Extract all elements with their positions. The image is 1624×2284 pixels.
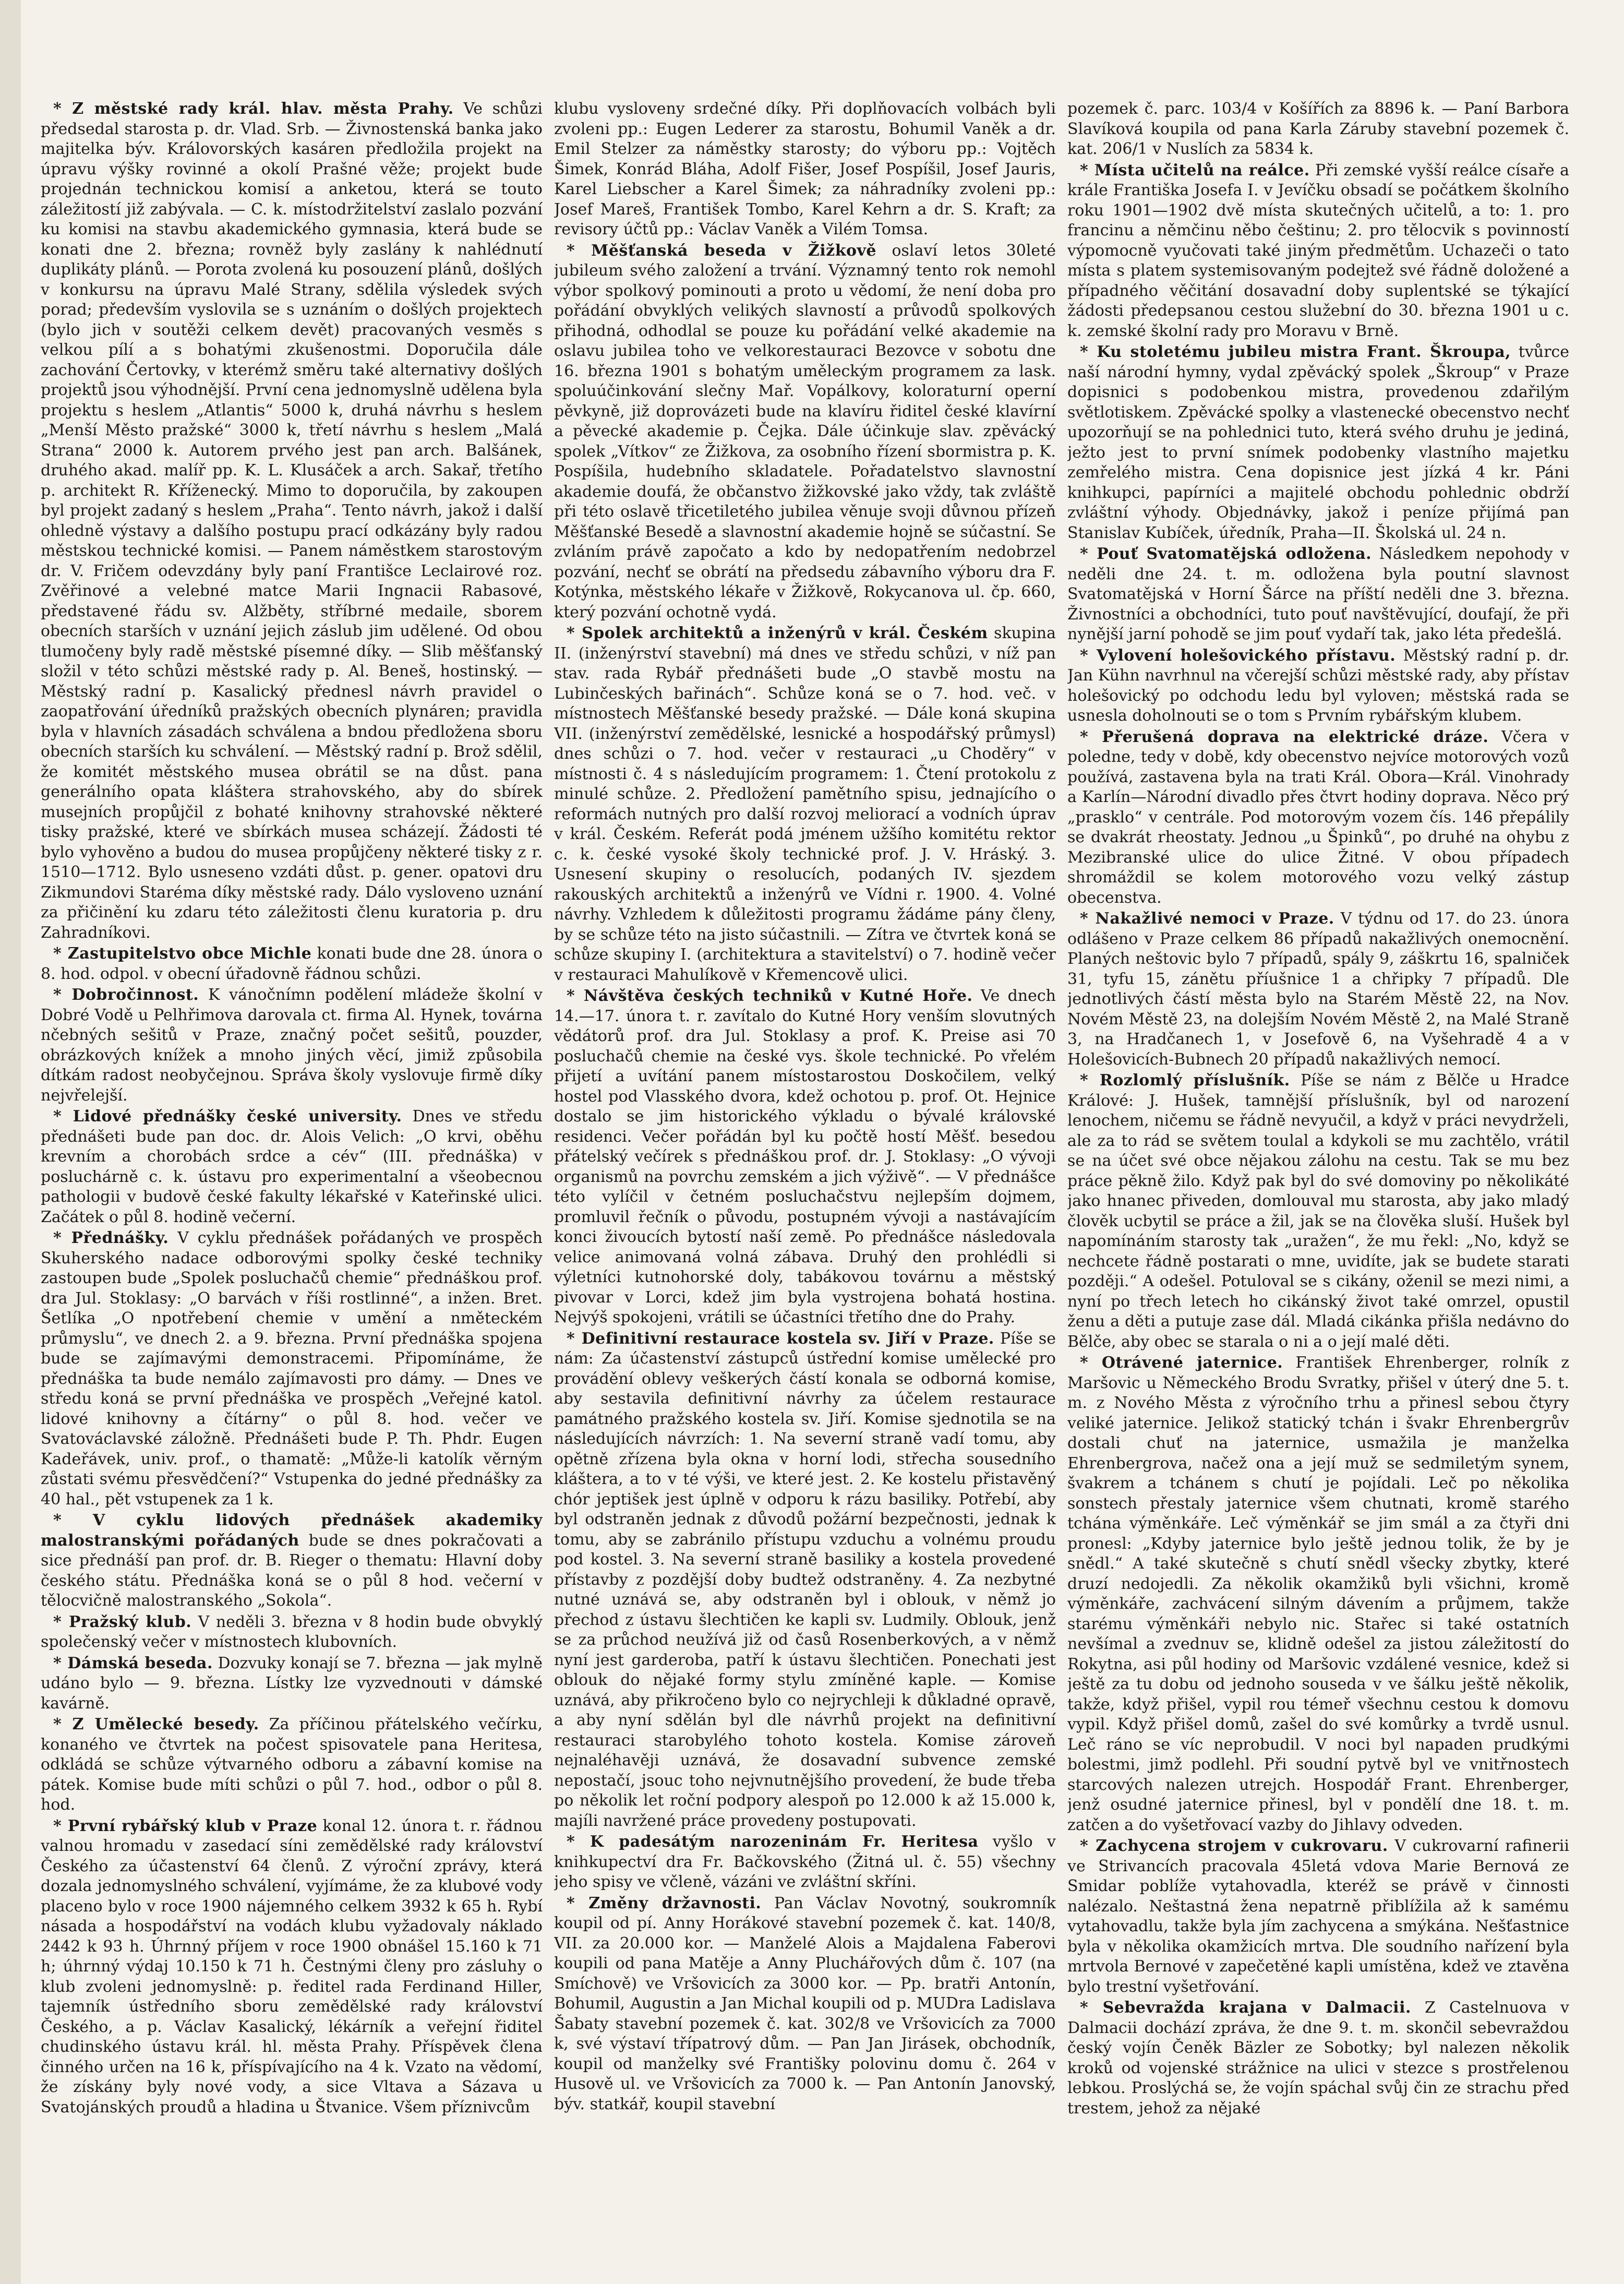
news-item-text: Píše se nám: Za účastenství zástupců ústřední komise umělecké pro provádění oblevy veškerých částí konala se odborná komise, aby sestavila definitivní návrhy za účelem restaurace památného pražského kostela sv. Jiří. Komise sjednotila se na následujících návrzích: 1. Na severní straně vadí tomu, aby opětně zřízena byla okna v horní lodi, střecha sousedního kláštera, a to v té výši, ve které jest. 2. Ke kostelu přistavěný chór jeptišek jest úplně v odporu k rázu basiliky. Potřebí, aby byl odstraněn jednak z důvodů požární bezpečnosti, jednak k tomu, aby se zabránilo přístupu vzduchu a volnému proudu pod kostel. 3. Na severní straně basiliky a kostela provedené přístavby z pozdější doby budtež odstraněny. 4. Za nezbytné nutné uznává se, aby odstraněn byl i oblouk, v němž jo přechod z ústavu šlechtičen ke kapli sv. Ludmily. Oblouk, jenž se za průchod neužívá již od časů Rosenberkových, a v němž nyní jest garderoba, patří k ústavu šlechtičen. Ponechati jest oblouk do nějaké formy stylu zmíněné kaple. — Komise uznává, aby přikročeno bylo co nejrychleji k důkladné opravě, a aby nyní sdělán byl dle návrhů projekt na definitivní restauraci starobylého tohoto kostela. Komise zároveň nejnaléhavěji uznává, že dosavadní subvence zemské nepostačí, jsouc toho nejvnutnějšího provedení, že bude třeba po několik let roční podpory alespoň po 12.000 k až 15.000 k, majíli navržené práce provedeny postupovati.: [554, 1329, 1056, 1830]
news-item-heading: * K padesátým narozeninám Fr. Heritesa: [567, 1833, 979, 1851]
news-item-text: oslaví letos 30leté jubileum svého založení a trvání. Významný tento rok nemohl výbor spolkový pominouti a proto u vědomí, že není doba pro pořádání obvyklých velikých slavností a průvodů spolkových přihodná, odhodlal se pouze ku pořádání velké akademie na oslavu jubilea toho ve velkorestauraci Bezovce v sobotu dne 16. března 1901 s bohatým uměleckým programem za lask. spoluúčinkování slečny Mař. Vopálkovy, koloraturní operní pěvkyně, již doprovázeti bude na klavíru řiditel české klavírní a pěvecké akademie p. Čejka. Dále účinkuje slav. zpěvácký spolek „Vítkov“ ze Žižkova, za osobního řízení sbormistra p. K. Pospíšila, hudebního skladatele. Pořadatelstvo slavnostní akademie doufá, že občanstvo žižkovské jako vždy, tak zvláště při této oslavě třicetiletého jubilea věnuje svoji důvnou přízeň Měšťanské Besedě a slavnostní akademie hojně se súčastní. Se zvláním právě započato a kdo by nedopatřením nedobrzel pozvání, nechť se obrátí na předsedu zábavního výboru dra F. Kotýnka, městského lékaře v Žižkově, Rokycanova ul. čp. 660, který pozvání ochotně vydá.: [554, 241, 1056, 621]
news-item-text: pozemek č. parc. 103/4 v Košířích za 8896 k. — Paní Barbora Slavíková koupila od pana Karla Záruby stavební pozemek č. kat. 206/1 v Nuslích za 5834 k.: [1067, 100, 1569, 158]
news-item-heading: * Sebevražda krajana v Dalmacii.: [1080, 1999, 1411, 2017]
news-item-heading: * Pražský klub.: [53, 1612, 192, 1631]
news-item-heading: * První rybářský klub v Praze: [53, 1816, 318, 1835]
news-item: [1067, 1998, 1569, 2119]
text-columns: [41, 99, 1569, 2254]
news-item: [41, 1107, 543, 1227]
news-item-heading: * Ku stoletému jubileu mistra Frant. Škroupa,: [1080, 343, 1511, 361]
news-item-text: V cukrovarní rafinerii ve Strivancích pracovala 45letá vdova Marie Bernová ze Smidar poblíže vytahovadla, kteréž se právě v činnosti nalézalo. Neštastná žena nepatrně přiblížila až k samému vytahovadlu, takže byla jím zachycena a smýkána. Nešťastnice byla v několika okamžicích mrtva. Dle soudního nařízení byla mrtvola Bernové v zapečetěné kapli umístěna, kdež ve ztavěna bylo trestní vyšetřování.: [1067, 1837, 1569, 1996]
news-item-heading: * Přednášky.: [53, 1229, 169, 1247]
news-item-text: Dozvuky konají se 7. března — jak mylně udáno bylo — 9. března. Lístky lze vyzvednouti v dámské kavárně.: [41, 1654, 543, 1713]
news-item-text: Včera v poledne, tedy v době, kdy obecenstvo nejvíce motorových vozů používá, zastavena byla na trati Král. Obora—Král. Vinohrady a Karlín—Národní divadlo přes čtvrt hodiny doprava. Něco prý „prasklo“ v centrále. Pod motorovým vozem čís. 146 přepálily se dvakrát rheostaty. Jednou „u Špinků“, po druhé na ohybu z Mezibranské ulice do ulice Žitné. V obou případech shromáždil se kolem motorového vozu velký zástup obecenstva.: [1067, 727, 1569, 907]
news-item-text: klubu vysloveny srdečné díky. Při doplňovacích volbách byli zvoleni pp.: Eugen Lederer za starostu, Bohumil Vaněk a dr. Emil Stelzer za náměstky starosty; do výboru pp.: Vojtěch Šimek, Konrád Bláha, Adolf Fišer, Josef Pospíšil, Josef Jauris, Karel Liebscher a Karel Šimek; za náhradníky zvoleni pp.: Josef Mareš, František Tombo, Karel Kehrn a dr. S. Kraft; za revisory účtů pp.: Václav Vaněk a Vilém Tomsa.: [554, 100, 1056, 238]
news-item: [41, 1511, 543, 1611]
news-item: [1067, 161, 1569, 342]
news-item-heading: * Vylovení holešovického přístavu.: [1080, 646, 1396, 665]
news-item-text: Dnes ve středu přednášeti bude pan doc. dr. Alois Velich: „O krvi, oběhu krevním a chorobách srdce a cév“ (III. přednáška) v posluchárně c. k. ústavu pro experimentalní a všeobecnou pathologii v budově české fakulty lékařské v Kateřinské ulici. Začátek o půl 8. hodině večerní.: [41, 1107, 543, 1226]
news-item: [554, 1329, 1056, 1832]
news-item: [1067, 1836, 1569, 1997]
news-item: [41, 1715, 543, 1815]
news-item: [1067, 544, 1569, 645]
news-item-text: František Ehrenberger, rolník z Maršovic u Německého Brodu Svratky, přišel v úterý dne 5. t. m. z Nového Města z výročního trhu a přinesl sebou čtyry veliké jaternice. Jelikož statický tchán i švakr Ehrenbergrův dostali chuť na jaternice, usmažila je manželka Ehrenbergrova, načež ona a její muž se sedmiletým synem, švakrem a tchánem s chutí je pojídali. Leč po několika sonstech přestaly jaternice všem chutnati, kromě starého tchána výměnkáře. Leč výměnkář se jim smál a za čtyři dni pronesl: „Kdyby jaternice bylo ještě jednou tolik, že by je snědl.“ A také skutečně s chutí snědl všecky zbytky, které druzí nedojedli. Za několik okamžiků byli všichni, kromě výměnkáře, zachvácení silným dávením a průjmem, takže starému výměnkáři nebylo nic. Stařec si také ostatních nevšímal a zvednuv se, klidně odešel za jistou záležitostí do Rokytna, asi půl hodiny od Maršovic vzdálené vesnice, kdež si ještě za tu dobu od jednoho souseda v ve šálku ještě několik, takže, když přišel, vypil rou témeř všechnu cestou k domovu vypil. Když přišel domů, zašel do své komůrky a tvrdě usnul. Leč ráno se víc neprobudil. V noci byl napaden prudkými bolestmi, jimž podlehl. Při soudní pytvě byl ve vnitřnostech starcových nalezen utrejch. Hospodář Frant. Ehrenberger, jenž osudné jaternice přinesl, byl v pondělí dne 18. t. m. zatčen a do vyšetřovací vazby do Jihlavy odveden.: [1067, 1354, 1569, 1834]
news-item-text: Pan Václav Novotný, soukromník koupil od pí. Anny Horákové stavební pozemek č. kat. 140/8, VII. za 20.000 kor. — Manželé Alois a Majdalena Faberovi koupili od pana Matěje a Anny Pluchářových dům č. 107 (na Smíchově) ve Vršovicích za 3000 kor. — Pp. bratři Antonín, Bohumil, Augustin a Jan Michal koupili od p. MUDra Ladislava Šabaty stavební pozemek č. kat. 302/8 ve Vršovicích za 7000 k, své výstaví třípatrový dům. — Pan Jan Jirásek, obchodník, koupil od manželky své Františky polovinu domu č. 264 v Husově ul. ve Vršovicích za 7000 k. — Pan Antonín Janovský, býv. statkář, koupil stavební: [554, 1894, 1056, 2113]
news-item: [1067, 1353, 1569, 1835]
news-item-text: bude se dnes pokračovati a sice přednáší pan prof. dr. B. Rieger o thematu: Hlavní doby českého státu. Přednáška koná se o půl 8 hod. večerní v tělocvičně malostranského „Sokola“.: [41, 1531, 543, 1610]
news-item-text: Ve dnech 14.—17. února t. r. zavítalo do Kutné Hory venším slovutných vědátorů prof. dra Jul. Stoklasy a prof. K. Preise asi 70 posluchačů chemie na české vys. škole technické. Po vřelém přijetí a uvítání panem místostarostou Doskočilem, velký hostel pod Vlasského dvora, kdež ochotou p. prof. Ot. Hejnice dostalo se jim historického výkladu o bývalé královské residenci. Večer pořádán byl ku počtě hostí Měšť. besedou přátelský večírek s přednáškou prof. dr. J. Stoklasy: „O vývoji organismů na povrchu zemském a jich výživě“. — V přednášce této vylíčil v četném posluchačstvu nejlepším dojmem, promluvil řečník o původu, postupném vývoji a nastávajícím konci živoucích bytostí naší země. Po přednášce následovala velice animovaná volná zábava. Druhý den prohlédli si výletníci kutnohorské doly, tabákovou továrnu a městský pivovar v Lorci, kdež jim byla vystrojena bohatá hostina. Nejvýš spokojeni, vrátili se účastníci třetího dne do Prahy.: [554, 987, 1056, 1326]
news-item-text: Za příčinou přátelského večírku, konaného ve čtvrtek na počest spisovatele pana Heritesa, odkládá se schůze výtvarného odboru a zábavní komise na pátek. Komise bude míti schůzi o půl 7. hod., odbor o půl 8. hod.: [41, 1715, 543, 1814]
news-item-heading: * Nakažlivé nemoci v Praze.: [1080, 910, 1334, 928]
news-item: [1067, 646, 1569, 726]
news-item-text: Z Castelnuova v Dalmacii dochází zpráva, že dne 9. t. m. skončil sebevraždou český vojín Čeněk Bäzler ze Sobotky; byl nalezen několik kroků od vojenské strážnice na ulici v stezce s prostřelenou lebkou. Proslýchá se, že vojín spáchal svůj čin ze strachu před trestem, jehož za nějaké: [1067, 1999, 1569, 2118]
news-item: [41, 985, 543, 1106]
news-item: [554, 1894, 1056, 2115]
news-item: [554, 624, 1056, 985]
news-item-text: Městský radní p. dr. Jan Kühn navrhnul na včerejší schůzi městské rady, aby přístav holešovický po odchodu ledu byl vyloven; městská rada se usnesla doholnouti se o tom s Prvním rybářským klubem.: [1067, 646, 1569, 725]
news-item-heading: * Dobročinnost.: [53, 986, 199, 1004]
news-item-heading: * Zastupitelstvo obce Michle: [53, 944, 312, 963]
news-item: [1067, 727, 1569, 908]
news-item: [1067, 909, 1569, 1070]
news-item-text: V neděli 3. března v 8 hodin bude obvyklý společenský večer v místnostech klubovních.: [41, 1612, 543, 1651]
news-item-heading: * Z městské rady král. hlav. města Prahy.: [53, 100, 454, 118]
news-item: [41, 1816, 543, 2118]
column-1: [41, 99, 543, 2254]
news-item: [41, 1228, 543, 1510]
news-item-heading: * Rozlomlý příslušník.: [1080, 1071, 1290, 1090]
news-item: [554, 1832, 1056, 1893]
news-item-heading: * Lidové přednášky české university.: [53, 1107, 402, 1126]
news-item-heading: * Z Umělecké besedy.: [53, 1715, 259, 1733]
news-item-heading: * Místa učitelů na reálce.: [1080, 161, 1310, 180]
news-item: [554, 986, 1056, 1328]
news-item-heading: * Pouť Svatomatějská odložena.: [1080, 545, 1372, 563]
scan-binding-edge: [0, 0, 21, 2284]
news-item-heading: * V cyklu lidových přednášek akademiky malostranskými pořádaných: [41, 1511, 543, 1550]
news-item-text: konati bude dne 28. února o 8. hod. odpol. v obecní úřadovně řádnou schůzi.: [41, 944, 543, 983]
news-item-text: V týdnu od 17. do 23. února odlášeno v Praze celkem 86 případů nakažlivých onemocnění. Planých neštovic bylo 7 případů, spály 9, záškrtu 16, spalniček 31, tyfu 15, zánětu příušnice 1 a chřipky 7 případů. Dle jednotlivých částí města bylo na Starém Městě 22, na Nov. Novém Městě 23, na dolejším Novém Městě 2, na Malé Straně 3, na Hradčanech 1, v Josefově 6, na Vyšehradě 4 a v Holešovicích-Bubnech 20 případů nakažlivých nemocí.: [1067, 910, 1569, 1069]
news-item-heading: * Spolek architektů a inženýrů v král. Českém: [567, 624, 988, 642]
news-item: [41, 99, 543, 943]
news-item: [1067, 1071, 1569, 1352]
news-item-heading: * Definitivní restaurace kostela sv. Jiří v Praze.: [567, 1329, 994, 1348]
news-item-text: Píše se nám z Bělče u Hradce Králové: J. Hušek, tamnější příslušník, byl od narození lenochem, ničemu se řádně nevyučil, a když v práci nevydrželi, ale za to rád se světem toulal a kdykoli se mu zachtělo, vrátil se na účet své obce nějakou zálohu na cestu. Tak se mu bez práce pěkně žilo. Když pak byl do své domoviny po několikáté jako hnanec přiveden, domlouval mu starosta, aby jako mladý člověk ucbytil se práce a žil, jak se na člověka sluší. Hušek byl napomínáním starosty tak „uražen“, že mu řekl: „No, když se nechcete řádně postarati o mne, uvidíte, jak se budete starati později.“ A odešel. Potuloval se s cikány, oženil se mezi nimi, a nyní po třech letech ho cikánský život také omrzel, opustil ženu a děti a putuje zase dál. Mladá cikánka přišla nedávno do Bělče, aby obec se starala o ni a o její malé děti.: [1067, 1071, 1569, 1351]
news-item-heading: * Návštěva českých techniků v Kutné Hoře.: [567, 987, 973, 1005]
news-item: [1067, 99, 1569, 160]
news-item-text: K vánočnímn podělení mládeže školní v Dobré Vodě u Pelhřimova darovala ct. firma Al. Hynek, továrna nčebných sešitů v Praze, značný počet sešitů, pouzder, obrázkových knížek a mnoho jiných věcí, jimiž způsobila dítkám radost neobyčejnou. Správa školy vyslovuje firmě díky nejvřelejší.: [41, 986, 543, 1105]
news-item-text: Ve schůzi předsedal starosta p. dr. Vlad. Srb. — Živnostenská banka jako majitelka býv. Královorských kasáren předložila projekt na úpravu výšky rovinné a okolí Prašné věže; projekt bude projednán technickou komisí a anketou, která se touto záležitostí již zabývala. — C. k. místodržitelství zaslalo pozvání ku komisi na stavbu akademického gymnasia, která bude se konati dne 2. března; rovněž byly zaslány k nahlédnutí duplikáty plánů. — Porota zvolená ku posouzení plánů, došlých v konkursu na úpravu Malé Strany, sdělila výsledek svých porad; především vyslovila se s uznáním o došlých projektech (bylo jich v soutěži celkem devět) pracovaných vesměs s velkou pílí a s bohatými zkušenostmi. Doporučila dále zachování Čertovky, v kterémž směru také alternativy došlých projektů jsou výhodnější. První cena jednomyslně udělena byla projektu s heslem „Atlantis“ 5000 k, druhá návrhu s heslem „Menší Město pražské“ 3000 k, třetí návrhu s heslem „Malá Strana“ 2000 k. Autorem prvého jest pan arch. Balšánek, druhého akad. malíř pp. K. L. Klusáček a arch. Sakař, třetího p. architekt R. Kříženecký. Mimo to doporučila, by zakoupen byl projekt zadaný s heslem „Praha“. Tento návrh, jakož i další ohledně výstavy a dalšího postupu prací odkázány byly radou městskou technické komisi. — Panem náměstkem starostovým dr. V. Fričem odevzdány byly paní Františce Leclairové roz. Zvěřinové a velebné matce Marii Ingnacii Rabasové, představené řádu sv. Alžběty, stříbrné medaile, sborem obecních starších v uznání jejich záslub jim udělené. Od obou tlumočeny byly radě městské písemné díky. — Slib měšťanský složil v této schůzi městské rady p. Al. Beneš, hostinský. — Městský radní p. Kasalický přednesl návrh pravidel o zaopatřování úředníků pražských obecních plynáren; pravidla byla v hlavních zásadách schválena a bndou předložena sboru obecních starších ku schválení. — Městský radní p. Brož sdělil, že komitét městského musea obrátil se na důst. pana generálního opata kláštera strahovského, aby do sbírek musejních propůjčil z bohaté knihovny strahovské některé tisky pražské, které ve sbírkách musea scházejí. Žádosti té bylo vyhověno a budou do musea propůjčeny některé tisky z r. 1510—1712. Bylo usneseno vzdáti důst. p. gener. opatovi dru Zikmundovi Staréma díky městské rady. Dálo vysloveno uznání za přičinění ku zdaru této záležitosti členu kuratoria p. dru Zahradníkovi.: [41, 100, 543, 942]
news-item-text: V cyklu přednášek pořádaných ve prospěch Skuherského nadace odborovými spolky české techniky zastoupen bude „Spolek posluchačů chemie“ přednáškou prof. dra Jul. Stoklasy: „O barvách v říši rostlinné“, a inžen. Bret. Šetlíka „O npotřebení chemie v umění a nměteckém průmyslu“, ve dnech 2. a 9. března. První přednáška spojena bude se zajímavými demonstracemi. Připomínáme, že přednáška ta bude nemálo zajímavosti pro dámy. — Dnes ve středu koná se první přednáška ve prospěch „Veřejné katol. lidové knihovny a čítárny“ o půl 8. hod. večer ve Svatováclavské záložně. Přednášeti bude P. Th. Phdr. Eugen Kadeřávek, univ. prof., o thamatě: „Může-li katolík věrným zůstati svému přesvědčení?“ Vstupenka do jedné přednášky za 40 hal., pět vstupenek za 1 k.: [41, 1229, 543, 1509]
news-item: [554, 241, 1056, 623]
news-item: [1067, 342, 1569, 543]
news-item-text: vyšlo v knihkupectví dra Fr. Bačkovského (Žitná ul. č. 55) všechny jeho spisy ve včleně, vázáni ve zvláštní skříni.: [554, 1833, 1056, 1891]
news-item-heading: * Změny državnosti.: [567, 1894, 762, 1912]
news-item: [41, 1612, 543, 1653]
column-3: [1067, 99, 1569, 2254]
news-item-heading: * Přerušená doprava na elektrické dráze.: [1080, 727, 1489, 746]
news-item-heading: * Otrávené jaternice.: [1080, 1354, 1283, 1372]
column-2: [554, 99, 1056, 2254]
news-item: [41, 944, 543, 984]
news-item-text: tvůrce naší národní hymny, vydal zpěvácký spolek „Škroup“ v Praze dopisnici s podobenkou mistra, provedenou zdařilým světlotiskem. Zpěvácké spolky a vlastenecké obecenstvo nechť upozorňují se na pohlednici tuto, která svého druhu je jediná, ježto jest to první snímek podobenky vlastního majetku zemřelého mistra. Cena dopisnice jest jízká 4 kr. Páni knihkupci, papírníci a majitelé obchodu pohlednic obdrží zvláštní výhody. Objednávky, jakož i peníze přijímá pan Stanislav Kubíček, úředník, Praha—II. Školská ul. 24 n.: [1067, 343, 1569, 542]
news-item-heading: * Zachycena strojem v cukrovaru.: [1080, 1837, 1388, 1855]
news-item-text: Při zemské vyšší reálce císaře a krále Františka Josefa I. v Jevíčku obsadí se počátkem školního roku 1901—1902 dvě místa skutečných učitelů, a to: 1. pro francinu a němčinu něbo češtinu; 2. pro tělocvik s povinností výpomocně vyučovati také jiným předmětům. Uchazeči o tato místa s platem systemisovaným podejtež své řádně doložené a případného věčitání dosavadní doby suplentské se týkající žádosti předepsanou cestou služební do 30. března 1901 u c. k. zemské školní rady pro Moravu v Brně.: [1067, 161, 1569, 340]
news-item-heading: * Dámská beseda.: [53, 1654, 213, 1672]
news-item: [41, 1654, 543, 1714]
news-item: [554, 99, 1056, 240]
news-item-text: Následkem nepohody v neděli dne 24. t. m. odložena byla poutní slavnost Svatomatějská v Horní Šárce na příští neděli dne 3. března. Živnostníci a obchodníci, tuto pouť navštěvující, doufají, že při nynější jarní pohodě se jim pouť vydaří tak, jako léta předešlá.: [1067, 545, 1569, 643]
news-item-heading: * Měšťanská beseda v Žižkově: [567, 241, 877, 260]
news-item-text: skupina II. (inženýrství stavební) má dnes ve středu schůzi, v níž pan stav. rada Rybář přednášeti bude „O stavbě mostu na Lubinčeských bařinách“. Schůze koná se o 7. hod. več. v místnostech Měšťanské besedy pražské. — Dále koná skupina VII. (inženýrství zemědělské, lesnické a hospodářský průmysl) dnes schůzi o 7. hod. večer v restauraci „u Choděry“ v místnosti č. 4 s následujícím programem: 1. Čtení protokolu z minulé schůze. 2. Předložení pamětního spisu, jednajícího o reformách nutných pro další rozvoj meliorací a vodních úprav v král. Českém. Referát podá jménem užšího komitétu rektor c. k. české vysoké školy technické prof. J. V. Hráský. 3. Usnesení skupiny o resolucích, podaných IV. sjezdem rakouských architektů a inženýrů ve Vídni r. 1900. 4. Volné návrhy. Vzhledem k důležitosti programu žádáme pány členy, by se schůze této na jisto súčastnili. — Zítra ve čtvrtek koná se schůze skupiny I. (architektura a stavitelství) o 7. hodině večer v restauraci Mahulíkově v Křemencově ulici.: [554, 624, 1056, 984]
news-item-text: konal 12. února t. r. řádnou valnou hromadu v zasedací síni zemědělské rady království Českého za účastenství 64 členů. Z výroční zprávy, která dozala jednomyslného schválení, vyjímáme, že za klubové vody placeno bylo v roce 1900 nájemného celkem 3932 k 65 h. Rybí násada a hospodářství na vodách klubu vyžadovaly náklado 2442 k 93 h. Úhrnný příjem v roce 1900 obnášel 15.160 k 71 h; úhrnný výdaj 10.150 k 71 h. Čestnými členy pro zásluhy o klub zvoleni jednomyslně: p. ředitel rada Ferdinand Hiller, tajemník ústředního sboru zemědělské rady království Českého, a p. Václav Kasalický, lékárník a veřejní řiditel chudinského ústavu král. hl. města Prahy. Příspěvek člena činného určen na 16 k, příspívajícího na 4 k. Vzato na vědomí, že získány byly nové vody, a sice Vltava a Sázava u Svatojánských proudů a hladina u Štvanice. Všem příznivcům: [41, 1816, 543, 2116]
